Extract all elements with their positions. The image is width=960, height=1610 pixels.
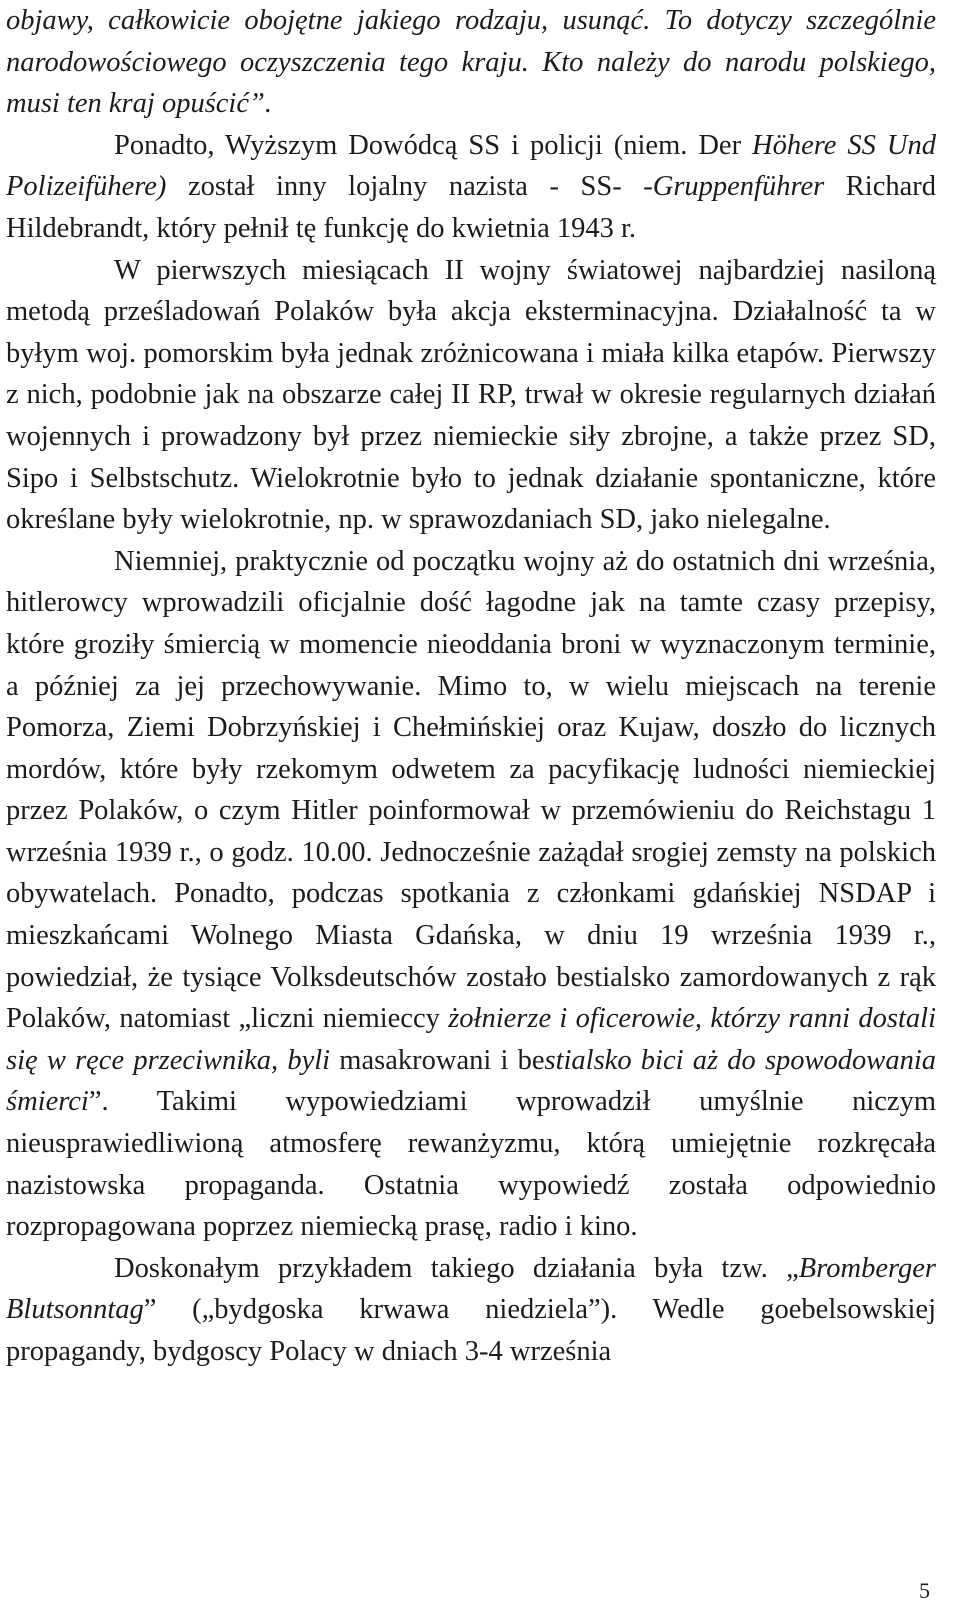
italic-text: żołnierze i oficerowie, którzy ranni dostali się w ręce przeciwnika, byli <box>6 1003 936 1076</box>
text-run: Niemniej, praktycznie od początku wojny aż do ostatnich dni września, hitlerowcy wprowadzili oficjalnie dość łagodne jak na tamte czasy przepisy, które groziły śmiercią w momencie nieoddania broni w wyznaczonym terminie, a później za jej przechowywanie. Mimo to, w wielu miejscach na terenie Pomorza, Ziemi Dobrzyńskiej i Chełmińskiej oraz Kujaw, doszło do licznych mordów, które były rzekomym odwetem za pacyfikację ludności niemieckiej przez Polaków, o czym Hitler poinformował w przemówieniu do Reichstagu 1 września 1939 r., o godz. 10.00. Jednocześnie zażądał srogiej zemsty na polskich obywatelach. Ponadto, podczas spotkania z członkami gdańskiej NSDAP i mieszkańcami Wolnego Miasta Gdańska, w dniu 19 września 1939 r., powiedział, że tysiące Volksdeutschów zostało bestialsko zamordowanych z rąk Polaków, natomiast „liczni niemieccy <box>6 545 936 1035</box>
paragraph-p1 <box>6 0 936 125</box>
paragraph-p4 <box>6 541 936 1248</box>
text-run: masakrowani i be <box>330 1044 545 1076</box>
paragraph-p3 <box>6 250 936 541</box>
italic-text: Höhere SS Und Polizeifühere) <box>6 129 936 203</box>
text-run: ” („bydgoska krwawa niedziela”). Wedle goebelsowskiej propagandy, bydgoscy Polacy w dniach 3-4 września <box>6 1294 936 1367</box>
text-run: został inny lojalny nazista - SS- - <box>166 171 653 203</box>
text-run: ”. Takimi wypowiedziami wprowadził umyślnie niczym nieusprawiedliwioną atmosferę rewanżyzmu, którą umiejętnie rozkręcała nazistowska propaganda. Ostatnia wypowiedź została odpowiednio rozpropagowana poprzez niemiecką prasę, radio i kino. <box>6 1086 936 1243</box>
text-run: Richard Hildebrandt, który pełnił tę funkcję do kwietnia 1943 r. <box>6 171 936 244</box>
text-run: Doskonałym przykładem takiego działania była tzw. „ <box>114 1252 799 1284</box>
paragraph-p2 <box>6 125 936 250</box>
italic-text: Bromberger Blutsonntag <box>6 1252 936 1326</box>
text-run: W pierwszych miesiącach II wojny światowej najbardziej nasiloną metodą prześladowań Polaków była akcja eksterminacyjna. Działalność ta w byłym woj. pomorskim była jednak zróżnicowana i miała kilka etapów. Pierwszy z nich, podobnie jak na obszarze całej II RP, trwał w okresie regularnych działań wojennych i prowadzony był przez niemieckie siły zbrojne, a także przez SD, Sipo i Selbstschutz. Wielokrotnie było to jednak działanie spontaniczne, które określane były wielokrotnie, np. w sprawozdaniach SD, jako nielegalne. <box>6 254 936 536</box>
italic-text: Gruppenführer <box>652 171 825 203</box>
page-number: 5 <box>919 1578 930 1603</box>
body-text <box>6 0 936 1373</box>
italic-text: stialsko bici aż do spowodowania śmierci <box>6 1044 936 1118</box>
text-run: Ponadto, Wyższym Dowódcą SS i policji (niem. Der <box>114 129 753 161</box>
italic-text: objawy, całkowicie obojętne jakiego rodzaju, usunąć. To dotyczy szczególnie narodowościowego oczyszczenia tego kraju. Kto należy do narodu polskiego, musi ten kraj opuścić”. <box>6 5 936 120</box>
paragraph-p5 <box>6 1248 936 1373</box>
